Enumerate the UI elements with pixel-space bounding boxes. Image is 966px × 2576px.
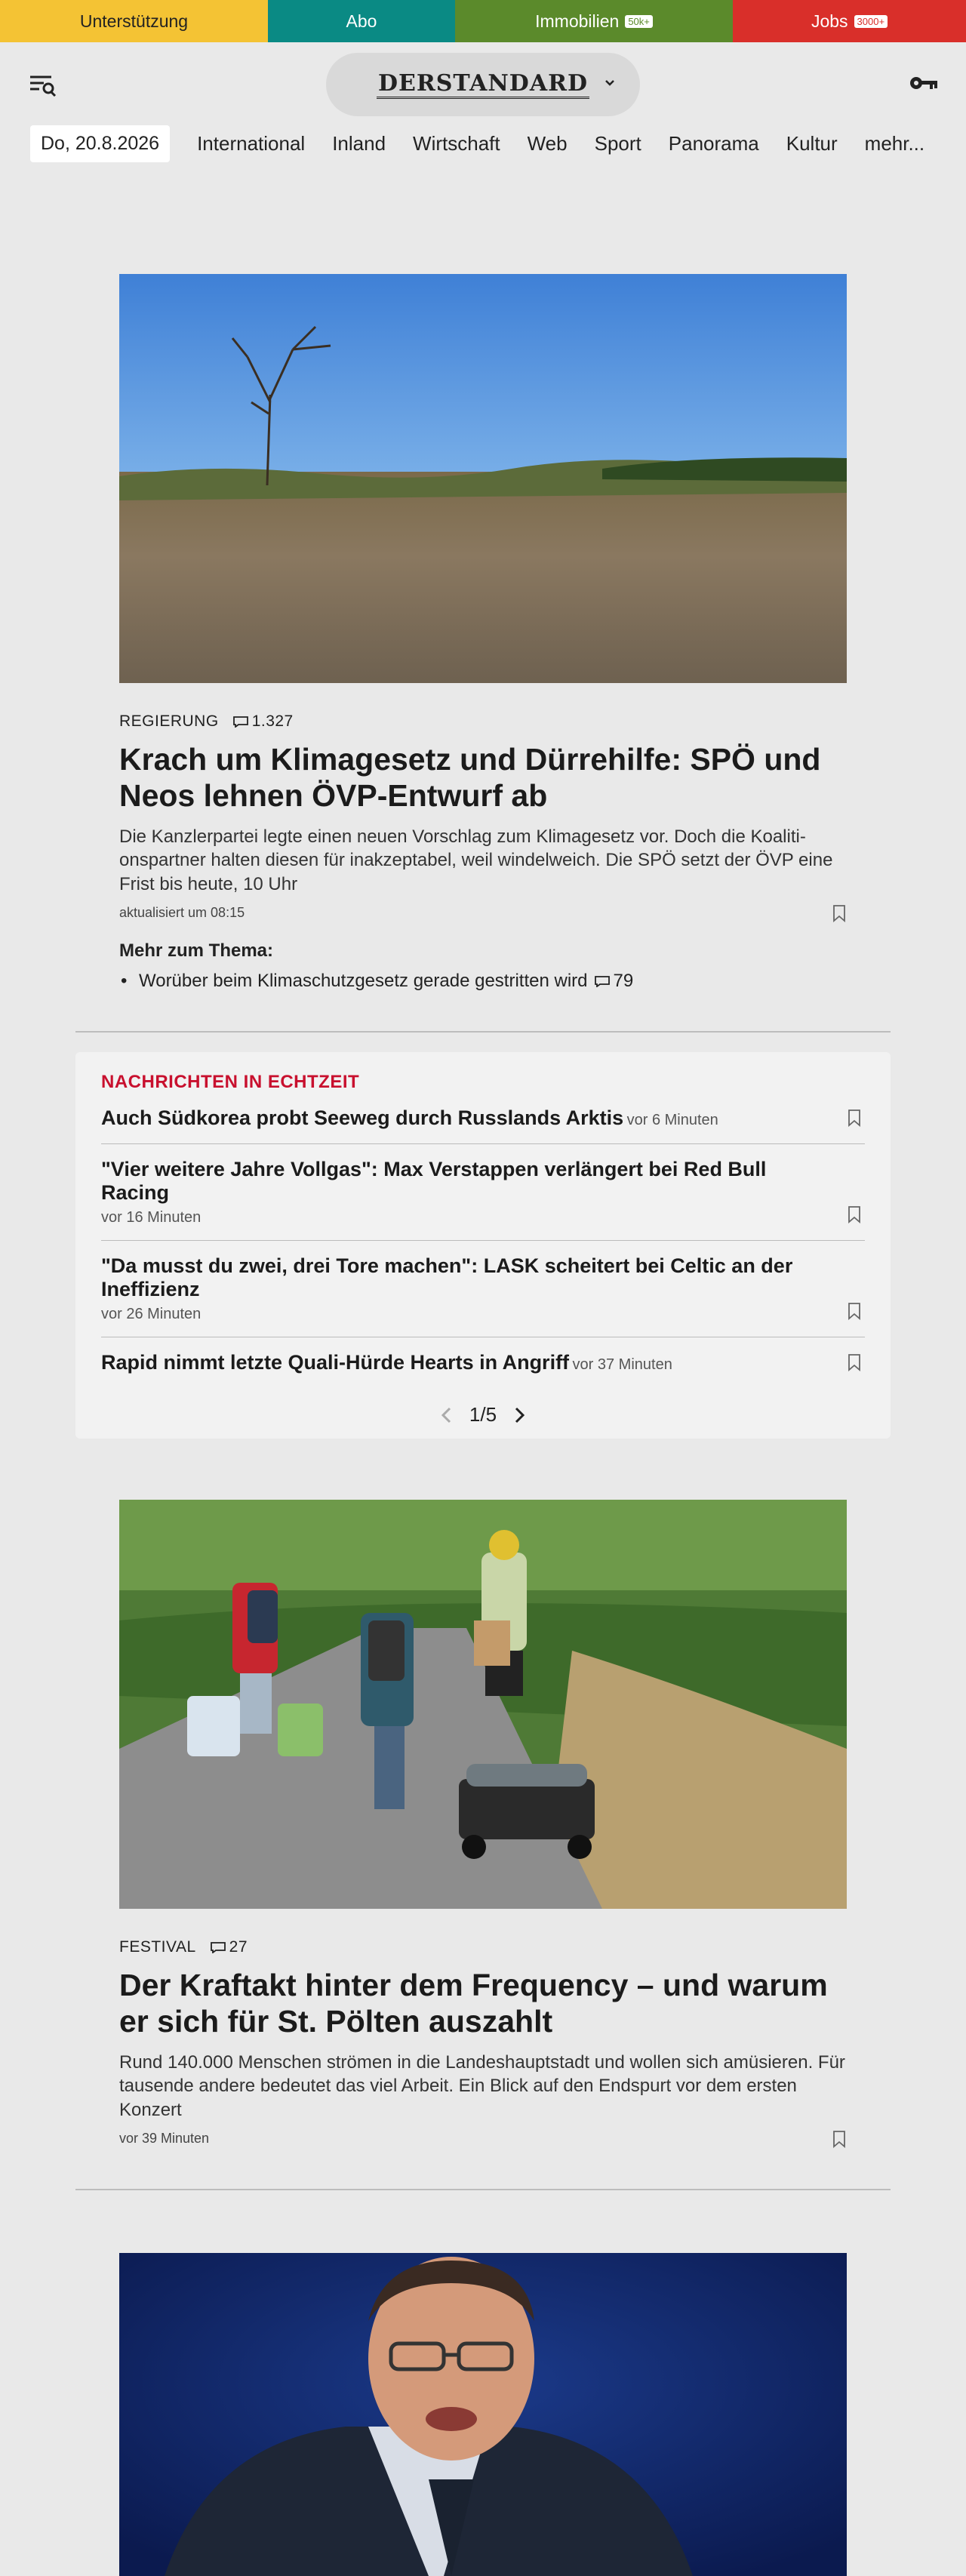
nav-panorama[interactable]: Panorama — [668, 131, 759, 155]
more-topic-link[interactable]: • Worüber beim Klimaschutzgesetz gerade gestritten wird — [139, 970, 588, 991]
nav-wirtschaft[interactable]: Wirtschaft — [413, 131, 500, 155]
article-headline[interactable]: Der Kraftakt hinter dem Frequency – und warum er sich für St. Pölten auszahlt — [119, 1968, 828, 2039]
bookmark-icon[interactable] — [847, 1353, 862, 1371]
chevron-right-icon[interactable] — [509, 1405, 530, 1426]
live-news-time: vor 37 Minuten — [572, 1356, 672, 1373]
live-news-item[interactable] — [101, 1337, 865, 1388]
live-news-headline[interactable]: Auch Südkorea probt Seeweg durch Russlands Arktis — [101, 1106, 624, 1129]
live-news-pager — [101, 1403, 865, 1426]
nav-web[interactable]: Web — [527, 131, 568, 155]
nav-sport[interactable]: Sport — [594, 131, 641, 155]
live-news-title[interactable]: NACHRICHTEN IN ECHTZEIT — [101, 1072, 360, 1092]
article-meta-row — [119, 904, 847, 922]
article-headline[interactable]: Krach um Klimagesetz und Dürrehilfe: SPÖ und Neos lehnen ÖVP-Entwurf ab — [119, 742, 821, 814]
live-news-item[interactable] — [101, 1144, 865, 1241]
chevron-left-icon[interactable] — [436, 1405, 457, 1426]
nav-kultur[interactable]: Kultur — [786, 131, 838, 155]
comment-icon — [232, 716, 249, 728]
jobs-badge: 3000+ — [854, 15, 888, 28]
comment-count-value: 27 — [229, 1938, 248, 1956]
article-frequency — [119, 1500, 847, 2148]
bookmark-icon[interactable] — [847, 1302, 862, 1320]
live-news-time: vor 16 Minuten — [101, 1209, 202, 1226]
jobs-link[interactable] — [733, 0, 966, 42]
pager-status: 1/5 — [469, 1403, 497, 1426]
section-divider — [75, 1031, 891, 1033]
article-lead[interactable]: Rund 140.000 Menschen strömen in die Landeshauptstadt und wollen sich amüsieren. Für tausende andere bedeutet das viel Arbeit. Ein Blick auf den Endspurt vor dem ersten Konzert — [119, 2051, 845, 2121]
more-topic-comment-value: 79 — [613, 970, 634, 991]
live-news-item[interactable] — [101, 1241, 865, 1337]
article-timestamp: vor 39 Minuten — [119, 2131, 210, 2147]
live-news-headline[interactable]: "Vier weitere Jahre Vollgas": Max Verstappen verlängert bei Red Bull Racing — [101, 1158, 767, 1204]
comment-count[interactable] — [232, 712, 294, 731]
article-image-festival-walkers[interactable] — [119, 1500, 847, 1909]
support-link[interactable]: Unterstützung — [0, 0, 268, 42]
more-topic-title: Mehr zum Thema: — [119, 940, 274, 961]
live-news-headline[interactable]: "Da musst du zwei, drei Tore machen": LASK scheitert bei Celtic an der Ineffizienz — [101, 1254, 793, 1300]
article-climate — [119, 274, 847, 992]
immobilien-link[interactable] — [455, 0, 733, 42]
nav-more[interactable]: mehr... — [864, 131, 925, 155]
live-news-time: vor 26 Minuten — [101, 1306, 202, 1322]
section-divider — [75, 2189, 891, 2190]
live-news-headline[interactable]: Rapid nimmt letzte Quali-Hürde Hearts in Angriff — [101, 1351, 570, 1374]
abo-link[interactable]: Abo — [268, 0, 455, 42]
more-topic-item[interactable] — [139, 971, 847, 992]
article-teaser-3 — [119, 2253, 847, 2576]
section-nav — [30, 124, 938, 163]
nav-inland[interactable]: Inland — [332, 131, 386, 155]
more-topic-list — [119, 971, 847, 992]
more-topic-comments[interactable] — [594, 971, 634, 992]
chevron-down-icon — [602, 75, 617, 91]
jobs-label: Jobs — [811, 11, 848, 31]
article-kicker — [119, 712, 847, 731]
site-header — [0, 53, 966, 121]
logo-button[interactable] — [326, 53, 640, 116]
kicker-label[interactable]: FESTIVAL — [119, 1938, 196, 1956]
article-image-politician-portrait[interactable] — [119, 2253, 847, 2576]
key-icon[interactable] — [909, 72, 939, 94]
date-chip: Do, 20.8.2026 — [30, 125, 170, 162]
comment-icon — [594, 975, 611, 987]
logo: DERSTANDARD — [377, 70, 589, 99]
article-lead[interactable]: Die Kanzlerpartei legte einen neuen Vorschlag zum Klimagesetz vor. Doch die Koaliti-onspartner halten diesen für inakzeptabel, weil windelweich. Die SPÖ setzt der ÖVP eine Frist bis heute, 10 Uhr — [119, 826, 833, 895]
menu-search-icon[interactable] — [29, 72, 57, 98]
article-kicker — [119, 1938, 847, 1956]
live-news-time: vor 6 Minuten — [626, 1112, 718, 1128]
kicker-label[interactable]: REGIERUNG — [119, 712, 219, 730]
comment-count[interactable] — [210, 1938, 248, 1956]
bookmark-icon[interactable] — [832, 2130, 847, 2148]
article-image-field-tree[interactable] — [119, 274, 847, 683]
bookmark-icon[interactable] — [832, 904, 847, 922]
live-news-item[interactable] — [101, 1093, 865, 1144]
bookmark-icon[interactable] — [847, 1109, 862, 1127]
immobilien-badge: 50k+ — [625, 15, 653, 28]
bookmark-icon[interactable] — [847, 1205, 862, 1223]
comment-count-value: 1.327 — [251, 712, 294, 730]
top-bar — [0, 0, 966, 42]
comment-icon — [210, 1941, 226, 1953]
live-news-box — [75, 1052, 891, 1439]
article-meta-row — [119, 2130, 847, 2148]
immobilien-label: Immobilien — [535, 11, 620, 31]
nav-international[interactable]: International — [197, 131, 306, 155]
article-timestamp: aktualisiert um 08:15 — [119, 905, 245, 921]
